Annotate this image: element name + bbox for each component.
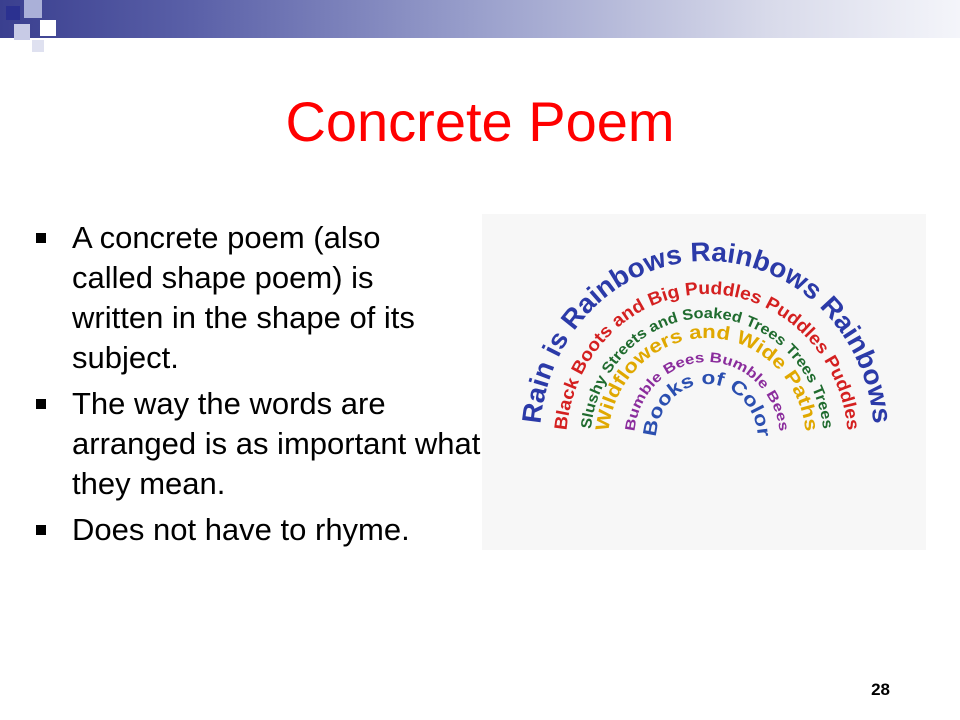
slide-title: Concrete Poem (285, 90, 675, 153)
bullet-text: A concrete poem (also called shape poem) is written in the shape of its subject. (72, 220, 415, 375)
bullet-item (36, 510, 486, 550)
bullet-text: Does not have to rhyme. (72, 512, 410, 547)
rainbow-poem-image (482, 214, 926, 550)
bullet-list (36, 218, 486, 556)
header-gradient-bar (0, 0, 960, 38)
square-bullet-icon (36, 399, 46, 409)
header-square-decoration (24, 0, 42, 18)
rainbow-poem-graphic (482, 214, 926, 550)
poem-line-text: Slushy Streets and Soaked Trees Trees Trees (577, 304, 837, 430)
header-square-decoration (14, 24, 30, 40)
bullet-item (36, 384, 486, 504)
poem-line-text: Wildflowers and Wide Paths (592, 321, 822, 433)
poem-line-text: Books of Color (639, 367, 774, 438)
bullet-item (36, 218, 452, 378)
poem-line-text: Black Boots and Big Puddles Puddles Puddles (550, 277, 864, 432)
page-number: 28 (871, 680, 890, 699)
header-square-decoration (32, 40, 44, 52)
header-square-decoration (40, 20, 56, 36)
bullet-text: The way the words are arranged is as important what they mean. (72, 386, 481, 501)
poem-line-text: Bumble Bees Bumble Bees (621, 348, 793, 433)
header-square-decoration (6, 6, 20, 20)
square-bullet-icon (36, 233, 46, 243)
poem-line-text: Rain is Rainbows Rainbows Rainbows (516, 236, 898, 425)
square-bullet-icon (36, 525, 46, 535)
